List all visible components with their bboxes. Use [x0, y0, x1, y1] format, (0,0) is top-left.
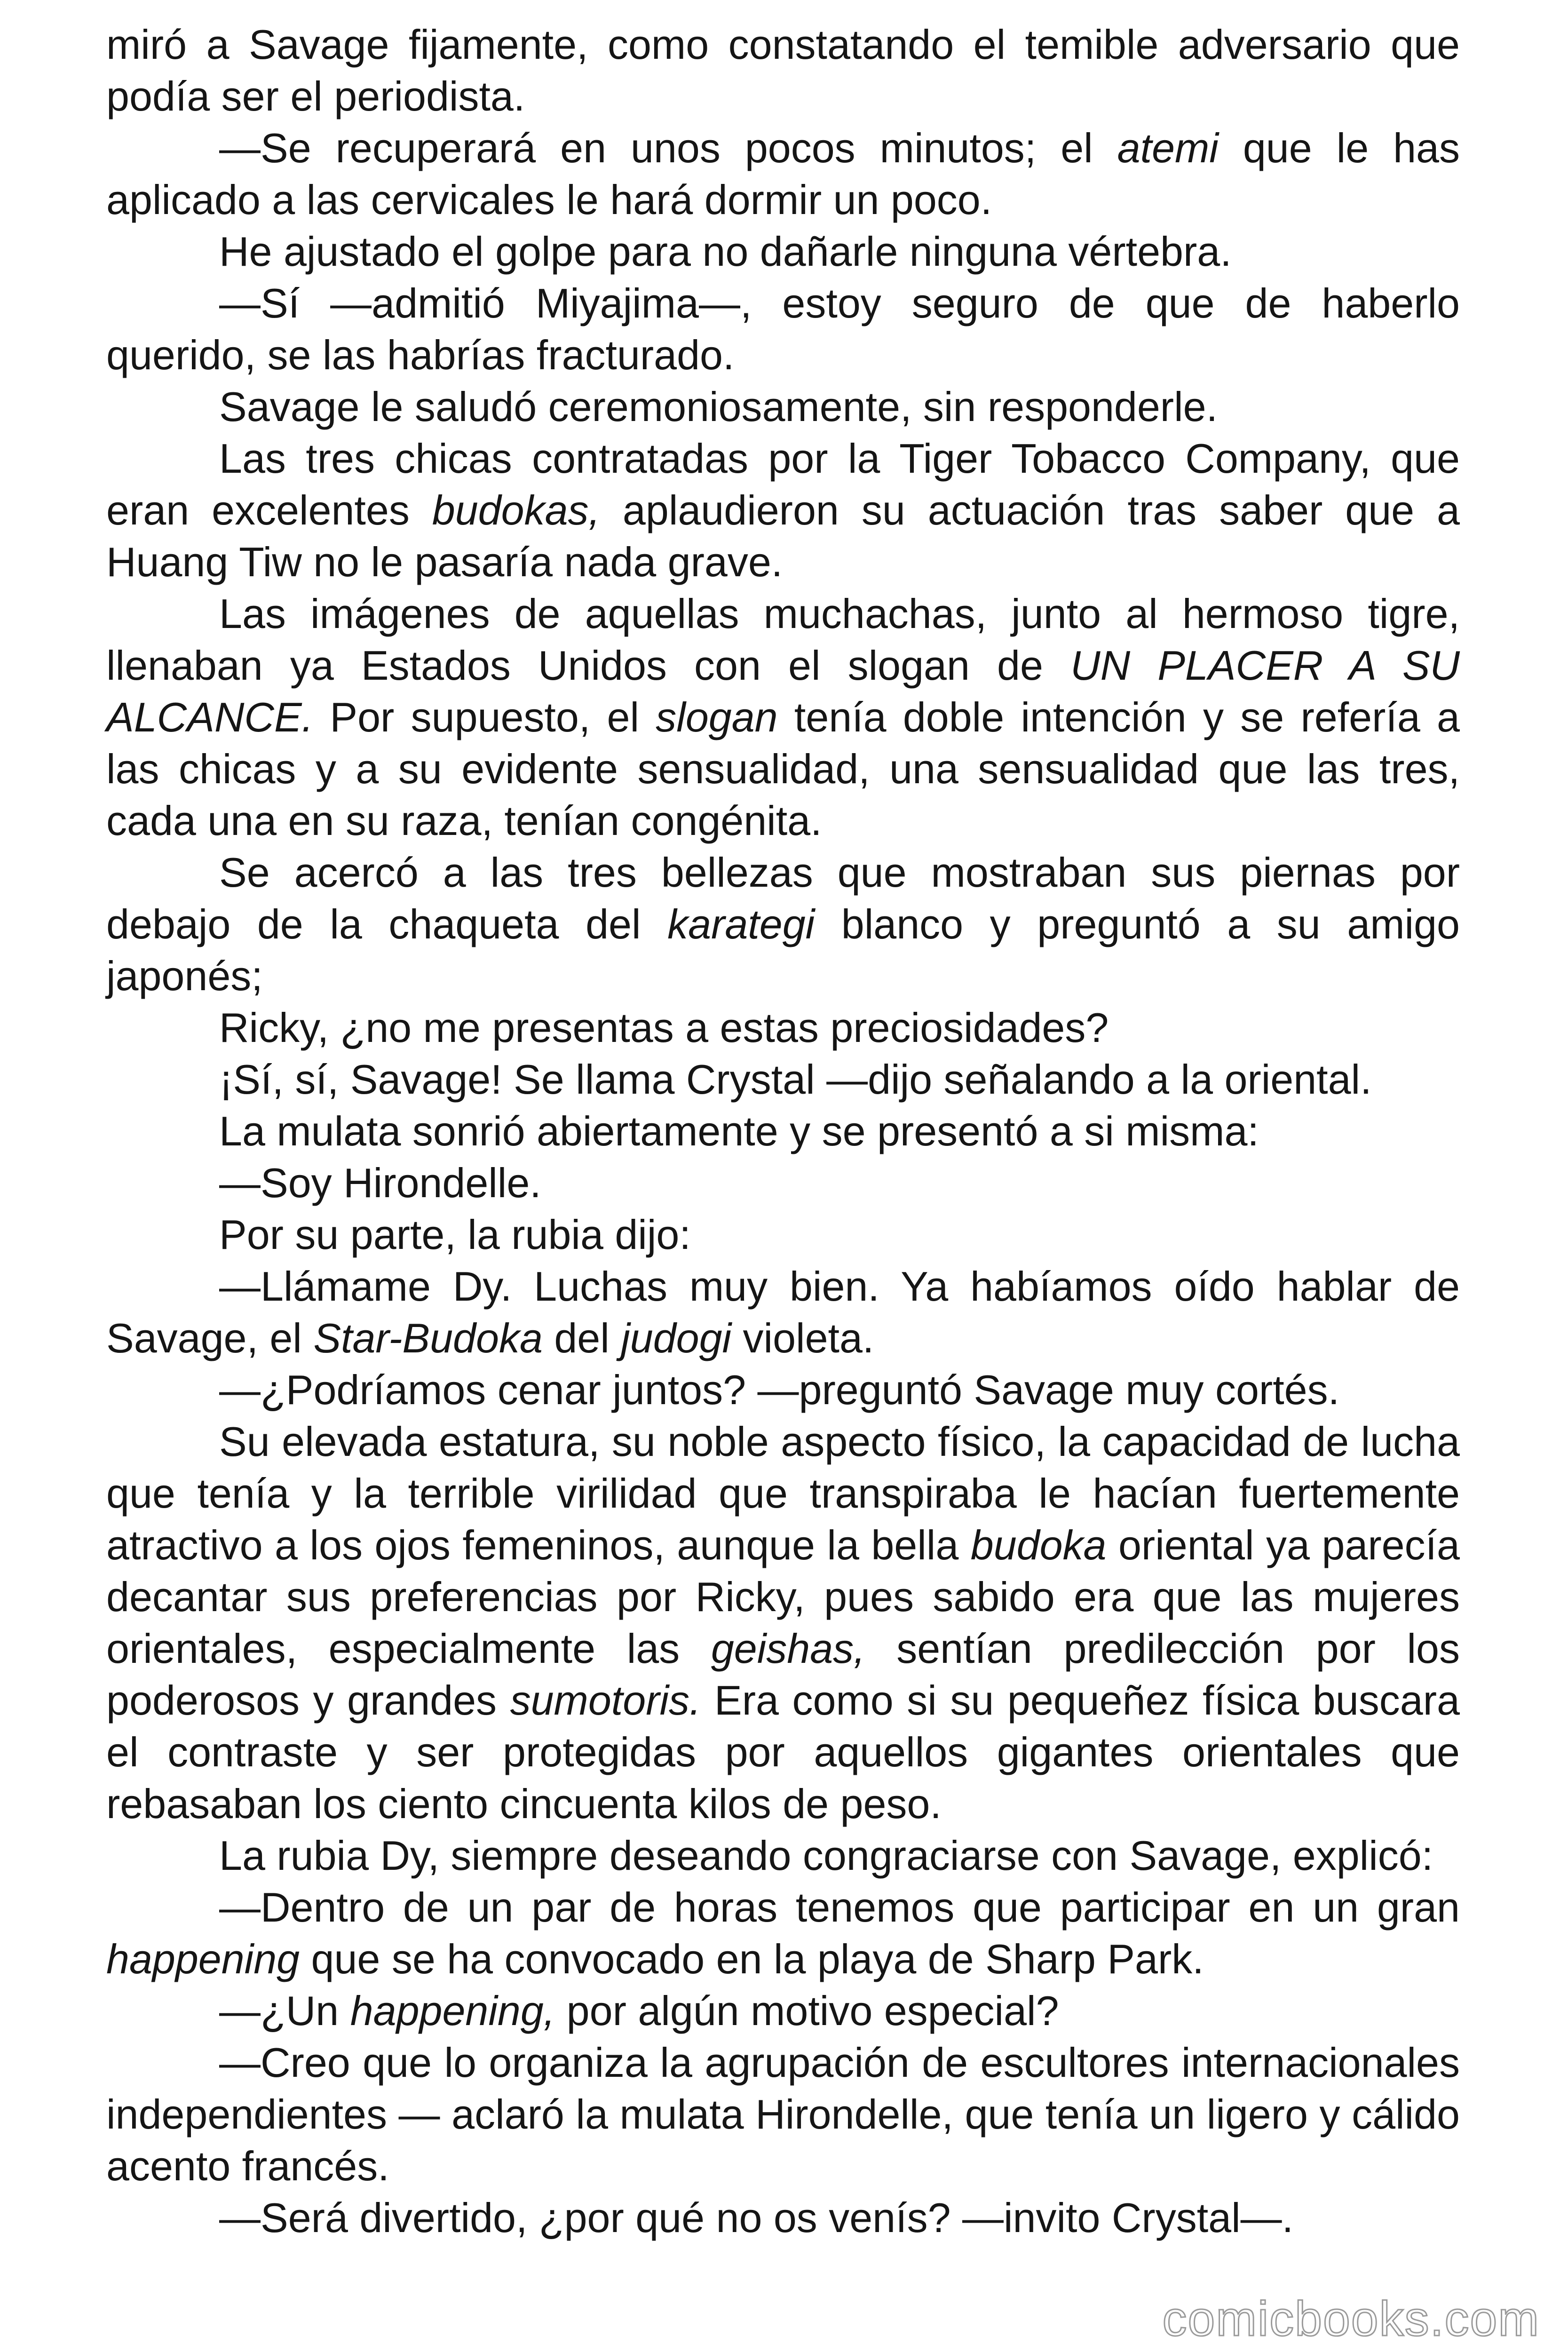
text-run: —Llámame Dy. Luchas muy bien. Ya habíamos oído hablar de Savage, el: [106, 1263, 1460, 1361]
text-run: sentían predilección por los poderosos y grandes: [106, 1625, 1460, 1724]
paragraph: [106, 278, 1460, 381]
text-run: La rubia Dy, siempre deseando congraciarse con Savage, explicó:: [219, 1832, 1433, 1879]
italic-text: sumotoris.: [510, 1677, 701, 1724]
paragraph: [106, 2037, 1460, 2192]
text-run: oriental ya parecía decantar sus preferencias por Ricky, pues sabido era que las mujeres orientales, especialmente las: [106, 1522, 1460, 1672]
text-run: que se ha convocado en la playa de Sharp Park.: [300, 1936, 1204, 1982]
italic-text: happening,: [350, 1987, 555, 2034]
paragraph: [106, 2192, 1460, 2244]
text-run: Las imágenes de aquellas muchachas, junto al hermoso tigre, llenaban ya Estados Unidos con el slogan de: [106, 590, 1460, 689]
book-page-text: [106, 19, 1460, 2244]
text-run: Por supuesto, el: [313, 694, 656, 740]
text-run: —Creo que lo organiza la agrupación de escultores internacionales independientes — aclaró la mulata Hirondelle, que tenía un ligero y cálido acento francés.: [106, 2039, 1460, 2189]
paragraph: [106, 847, 1460, 1002]
italic-text: UN PLACER A SU ALCANCE.: [106, 642, 1460, 740]
text-run: Ricky, ¿no me presentas a estas preciosidades?: [219, 1004, 1109, 1051]
text-run: —¿Podríamos cenar juntos? —preguntó Savage muy cortés.: [219, 1367, 1340, 1413]
text-run: —¿Un: [219, 1987, 350, 2034]
paragraph: [106, 1830, 1460, 1882]
text-run: Era como si su pequeñez física buscara el contraste y ser protegidas por aquellos gigantes orientales que rebasaban los ciento cincuenta kilos de peso.: [106, 1677, 1460, 1827]
text-run: —Sí —admitió Miyajima—, estoy seguro de que de haberlo querido, se las habrías fracturado.: [106, 280, 1460, 378]
text-run: Su elevada estatura, su noble aspecto físico, la capacidad de lucha que tenía y la terrible virilidad que transpiraba le hacían fuertemente atractivo a los ojos femeninos, aunque la bella: [106, 1418, 1460, 1568]
italic-text: karategi: [667, 901, 815, 947]
text-run: aplaudieron su actuación tras saber que a Huang Tiw no le pasaría nada grave.: [106, 487, 1460, 585]
italic-text: happening: [106, 1936, 300, 1982]
paragraph: [106, 1054, 1460, 1105]
paragraph: [106, 1416, 1460, 1830]
text-run: violeta.: [731, 1315, 874, 1361]
paragraph: [106, 1364, 1460, 1416]
italic-text: slogan: [656, 694, 778, 740]
paragraph: [106, 433, 1460, 588]
text-run: ¡Sí, sí, Savage! Se llama Crystal —dijo señalando a la oriental.: [219, 1056, 1372, 1103]
watermark: comicbooks.com: [1162, 2292, 1540, 2346]
text-run: Se acercó a las tres bellezas que mostraban sus piernas por debajo de la chaqueta del: [106, 849, 1460, 947]
paragraph: [106, 1261, 1460, 1364]
paragraph: [106, 588, 1460, 847]
text-run: —Dentro de un par de horas tenemos que participar en un gran: [219, 1884, 1460, 1931]
text-run: del: [542, 1315, 621, 1361]
italic-text: geishas,: [711, 1625, 865, 1672]
paragraph: [106, 1209, 1460, 1261]
text-run: —Se recuperará en unos pocos minutos; el: [219, 125, 1117, 171]
italic-text: Star-Budoka: [313, 1315, 543, 1361]
text-run: por algún motivo especial?: [555, 1987, 1059, 2034]
italic-text: budoka: [970, 1522, 1107, 1568]
paragraph: [106, 1985, 1460, 2037]
paragraph: [106, 381, 1460, 433]
text-run: blanco y preguntó a su amigo japonés;: [106, 901, 1460, 999]
paragraph: [106, 122, 1460, 226]
text-run: Las tres chicas contratadas por la Tiger Tobacco Company, que eran excelentes: [106, 435, 1460, 533]
text-run: Savage le saludó ceremoniosamente, sin responderle.: [219, 383, 1218, 430]
italic-text: atemi: [1117, 125, 1219, 171]
paragraph: [106, 226, 1460, 278]
italic-text: judogi: [621, 1315, 732, 1361]
text-run: que le has aplicado a las cervicales le hará dormir un poco.: [106, 125, 1460, 223]
paragraph: [106, 1157, 1460, 1209]
text-run: La mulata sonrió abiertamente y se presentó a si misma:: [219, 1108, 1259, 1154]
text-run: —Será divertido, ¿por qué no os venís? —invito Crystal—.: [219, 2194, 1294, 2241]
paragraph: [106, 1105, 1460, 1157]
text-run: —Soy Hirondelle.: [219, 1160, 541, 1206]
text-run: He ajustado el golpe para no dañarle ninguna vértebra.: [219, 228, 1232, 275]
paragraph: [106, 1002, 1460, 1054]
text-run: Por su parte, la rubia dijo:: [219, 1211, 691, 1258]
text-run: tenía doble intención y se refería a las chicas y a su evidente sensualidad, una sensualidad que las tres, cada una en su raza, tenían congénita.: [106, 694, 1460, 844]
italic-text: budokas,: [432, 487, 600, 533]
paragraph: [106, 1882, 1460, 1985]
paragraph: [106, 19, 1460, 122]
text-run: miró a Savage fijamente, como constatando el temible adversario que podía ser el periodista.: [106, 21, 1460, 119]
